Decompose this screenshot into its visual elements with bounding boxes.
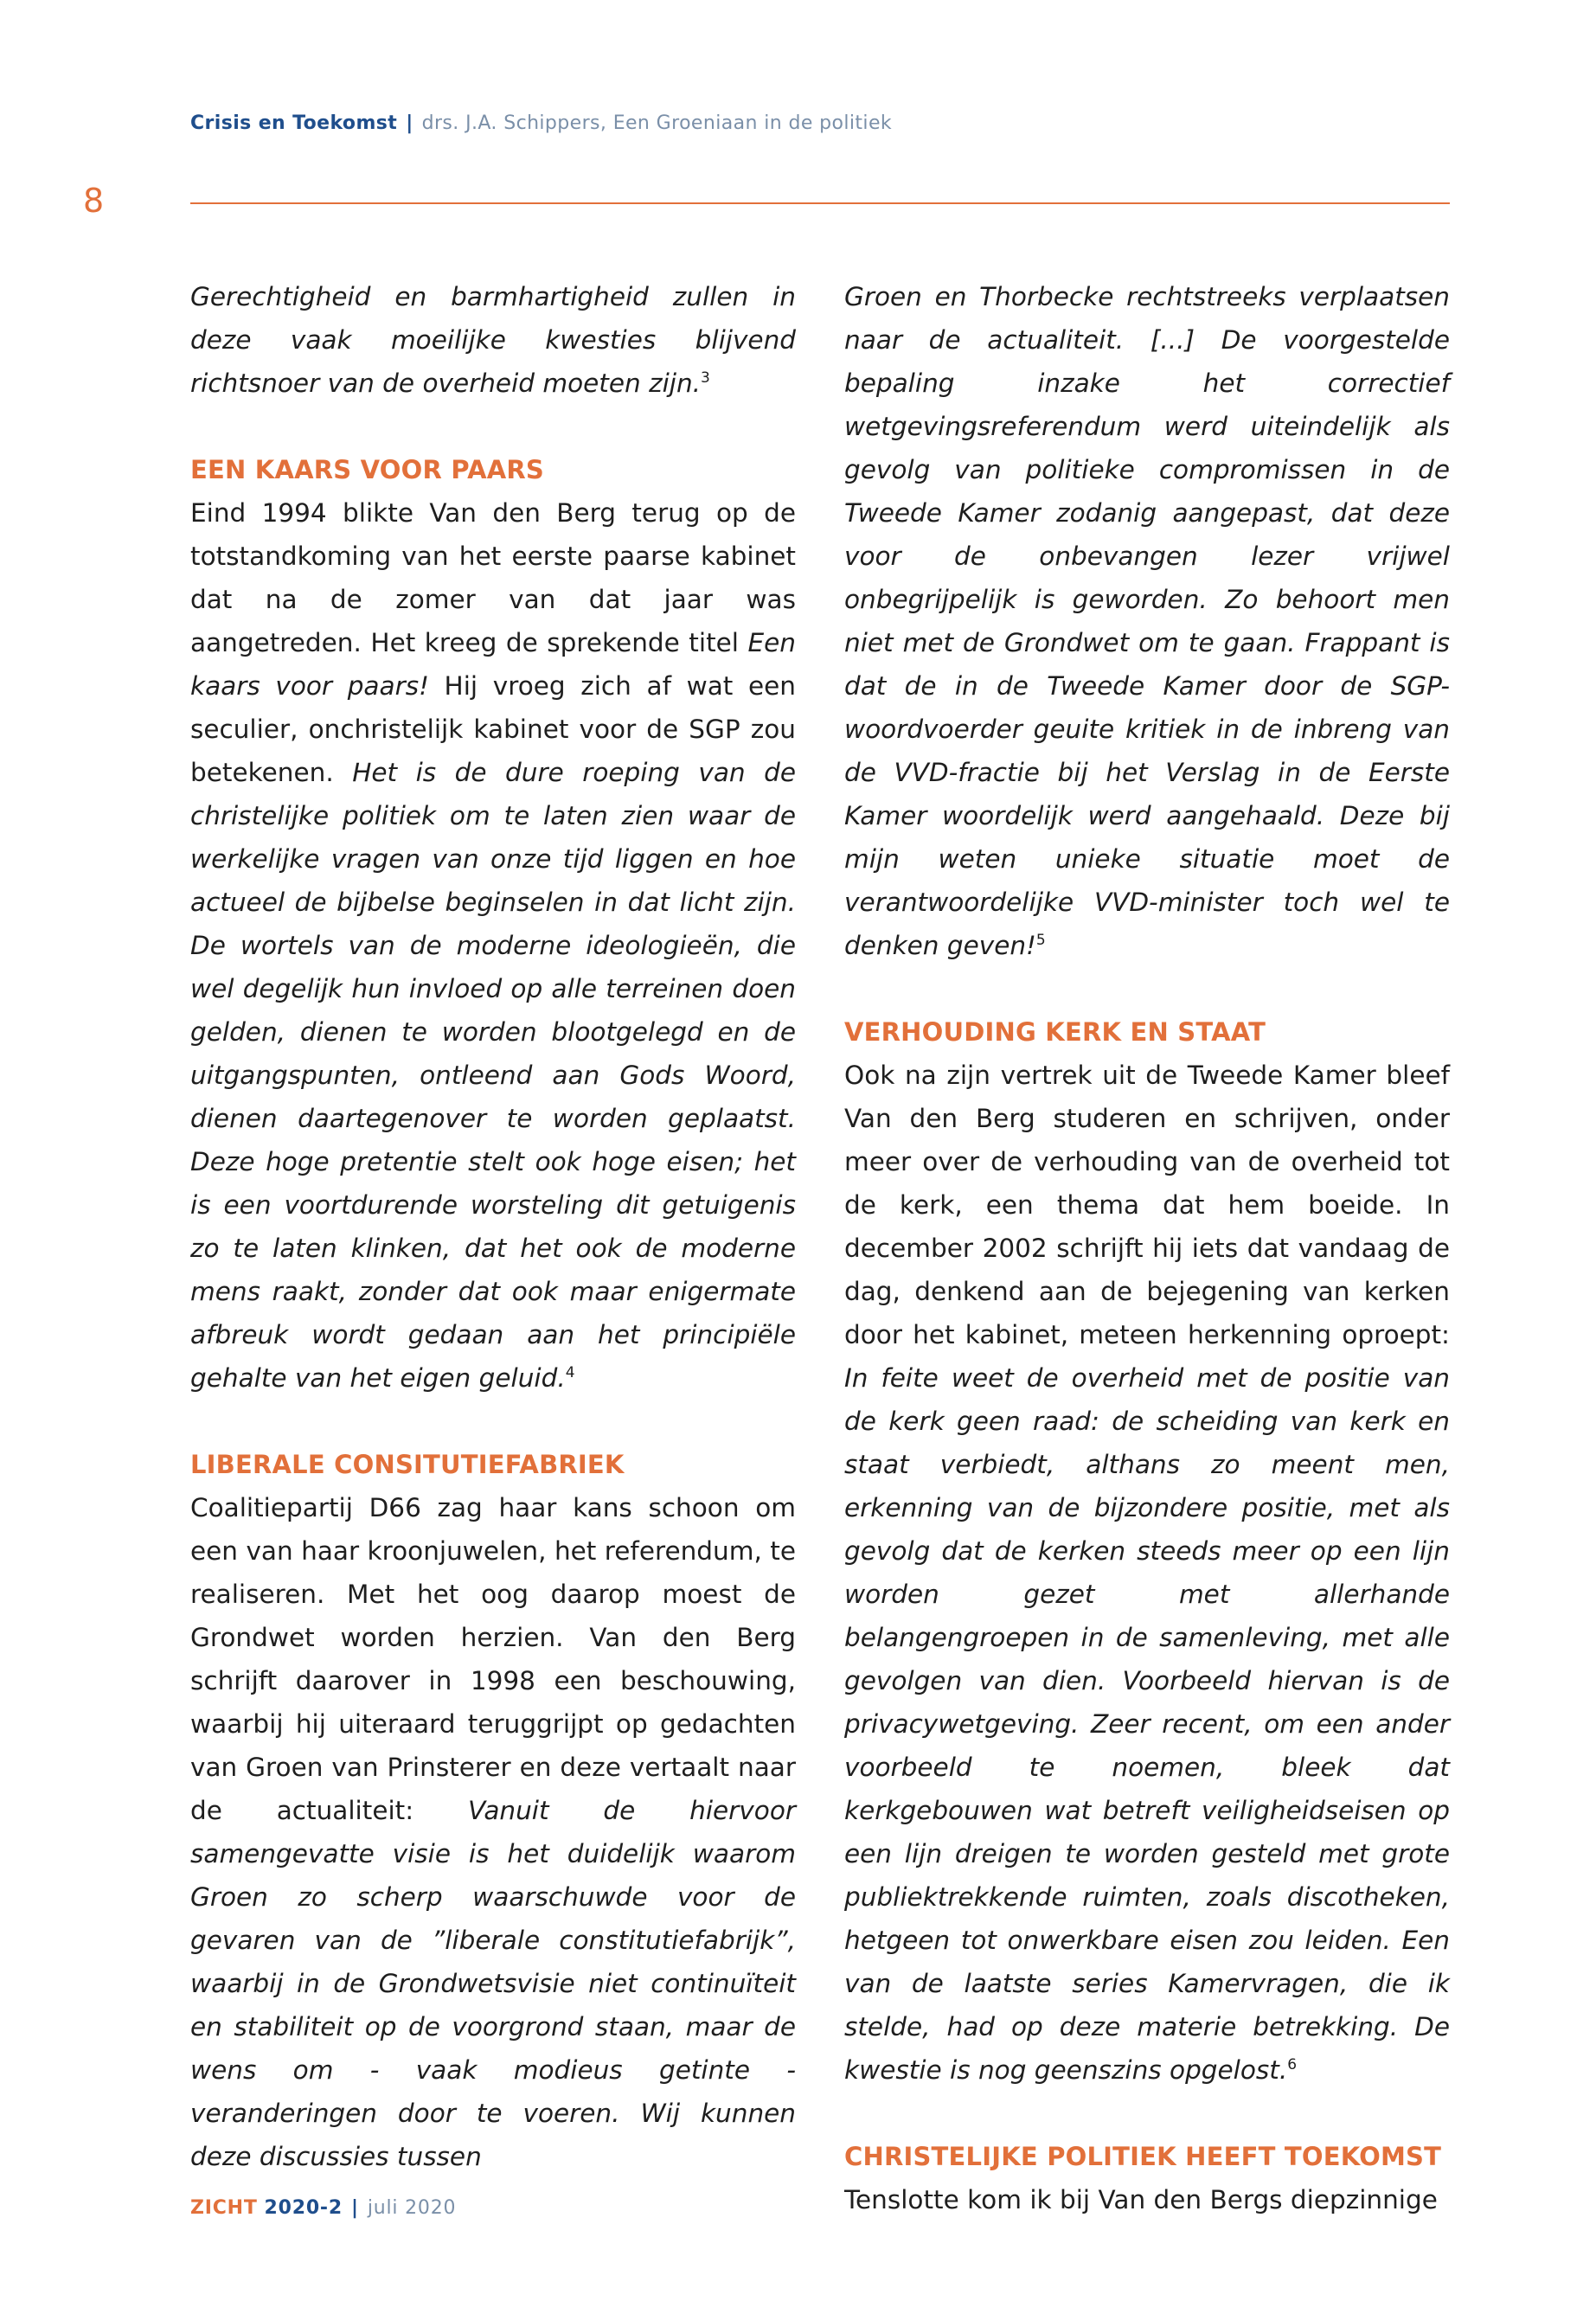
running-footer	[190, 2197, 456, 2219]
body-text: Eind 1994 blikte Van den Berg terug op de totstandkoming van het eerste paarse kabinet dat na de zomer van dat jaar was aangetreden. Het kreeg de sprekende titel	[190, 498, 796, 657]
section-body-verhouding-kerk-en-staat	[844, 1054, 1450, 2092]
section-heading-verhouding-kerk-en-staat: VERHOUDING KERK EN STAAT	[844, 1017, 1266, 1047]
footnote-ref-3: 3	[701, 369, 710, 388]
header-subtitle: drs. J.A. Schippers, Een Groeniaan in de politiek	[421, 112, 893, 134]
section-body-liberale-consitutiefabriek	[190, 1486, 796, 2178]
block-quote: In feite weet de overheid met de positie van de kerk geen raad: de scheiding van kerk en staat verbiedt, althans zo meent men, erkenning van de bijzondere positie, met als gevolg dat de kerken steeds meer op een lijn worden gezet met allerhande belangengroepen in de samenleving, met alle gevolgen van dien. Voorbeeld hiervan is de privacywetgeving. Zeer recent, om een ander voorbeeld te noemen, bleek dat kerkgebouwen wat betreft veiligheidseisen op een lijn dreigen te worden gesteld met grote publiektrekkende ruimten, zoals discotheken, hetgeen tot onwerkbare eisen zou leiden. Een van de laatste series Kamervragen, die ik stelde, had op deze materie betrekking. De kwestie is nog geenszins opgelost.	[844, 1363, 1450, 2085]
continued-paragraph	[844, 275, 1450, 967]
right-column	[844, 275, 1450, 2221]
footnote-ref-6: 6	[1287, 2056, 1298, 2074]
header-separator: |	[406, 112, 413, 134]
header-rule	[190, 202, 1450, 204]
section-heading-christelijke-politiek: CHRISTELIJKE POLITIEK HEEFT TOEKOMST	[844, 2142, 1442, 2171]
footer-separator: |	[350, 2197, 359, 2219]
block-quote: Vanuit de hiervoor samengevatte visie is het duidelijk waarom Groen zo scherp waarschuwde voor de gevaren van de ”liberale constitutiefabrijk”, waarbij in de Grondwetsvisie niet continuïteit en stabiliteit op de voorgrond staan, maar de wens om - vaak modieus getinte - veranderingen door te voeren. Wij kunnen deze discussies tussen	[190, 1796, 796, 2171]
section-body-kaars-voor-paars	[190, 491, 796, 1400]
section-heading-kaars-voor-paars: EEN KAARS VOOR PAARS	[190, 455, 545, 484]
section-body-christelijke-politiek	[844, 2178, 1450, 2221]
left-column	[190, 275, 796, 2178]
block-quote: Het is de dure roeping van de christelijke politiek om te laten zien waar de werkelijke vragen van onze tijd liggen en hoe actueel de bijbelse beginselen in dat licht zijn. De wortels van de moderne ideologieën, die wel degelijk hun invloed op alle terreinen doen gelden, dienen te worden blootgelegd en de uitgangspunten, ontleend aan Gods Woord, dienen daartegenover te worden geplaatst. Deze hoge pretentie stelt ook hoge eisen; het is een voortdurende worsteling dit getuigenis zo te laten klinken, dat het ook de moderne mens raakt, zonder dat ook maar enigermate afbreuk wordt gedaan aan het principiële gehalte van het eigen geluid.	[190, 758, 796, 1393]
body-text: Ook na zijn vertrek uit de Tweede Kamer bleef Van den Berg studeren en schrijven, onder meer over de verhouding van de overheid tot de kerk, een thema dat hem boeide. In december 2002 schrijft hij iets dat vandaag de dag, denkend aan de bejegening van kerken door het kabinet, meteen herkenning oproept:	[844, 1061, 1450, 1349]
header-series-title: Crisis en Toekomst	[190, 112, 398, 134]
footer-issue: 2020-2	[264, 2197, 343, 2219]
body-text: Coalitiepartij D66 zag haar kans schoon om een van haar kroonjuwelen, het referendum, te realiseren. Met het oog daarop moest de Grondwet worden herzien. Van den Berg schrijft daarover in 1998 een beschouwing, waarbij hij uiteraard teruggrijpt op gedachten van Groen van Prinsterer en deze vertaalt naar de actualiteit:	[190, 1493, 796, 1825]
running-header	[190, 112, 892, 134]
footnote-ref-4: 4	[565, 1364, 575, 1382]
footnote-ref-5: 5	[1035, 932, 1046, 950]
footer-magazine: ZICHT	[190, 2197, 258, 2219]
intro-quote: Gerechtigheid en barmhartigheid zullen in deze vaak moeilijke kwesties blijvend richtsnoer van de overheid moeten zijn.	[190, 282, 796, 398]
page-number: 8	[83, 182, 105, 220]
book-title: Een kaars voor paars!	[190, 628, 796, 701]
body-text: Hij vroeg zich af wat een seculier, onchristelijk kabinet voor de SGP zou betekenen.	[190, 671, 796, 787]
section-heading-liberale-consitutiefabriek: LIBERALE CONSITUTIEFABRIEK	[190, 1450, 625, 1479]
block-quote: Groen en Thorbecke rechtstreeks verplaatsen naar de actualiteit. [...] De voorgestelde bepaling inzake het correctief wetgevingsreferendum werd uiteindelijk als gevolg van politieke compromissen in de Tweede Kamer zodanig aangepast, dat deze voor de onbevangen lezer vrijwel onbegrijpelijk is geworden. Zo behoort men niet met de Grondwet om te gaan. Frappant is dat de in de Tweede Kamer door de SGP-woordvoerder geuite kritiek in de inbreng van de VVD-fractie bij het Verslag in de Eerste Kamer woordelijk werd aangehaald. Deze bij mijn weten unieke situatie moet de verantwoordelijke VVD-minister toch wel te denken geven!	[844, 282, 1450, 960]
footer-date: juli 2020	[367, 2197, 457, 2219]
intro-paragraph	[190, 275, 796, 405]
body-text: Tenslotte kom ik bij Van den Bergs diepzinnige	[844, 2185, 1438, 2214]
